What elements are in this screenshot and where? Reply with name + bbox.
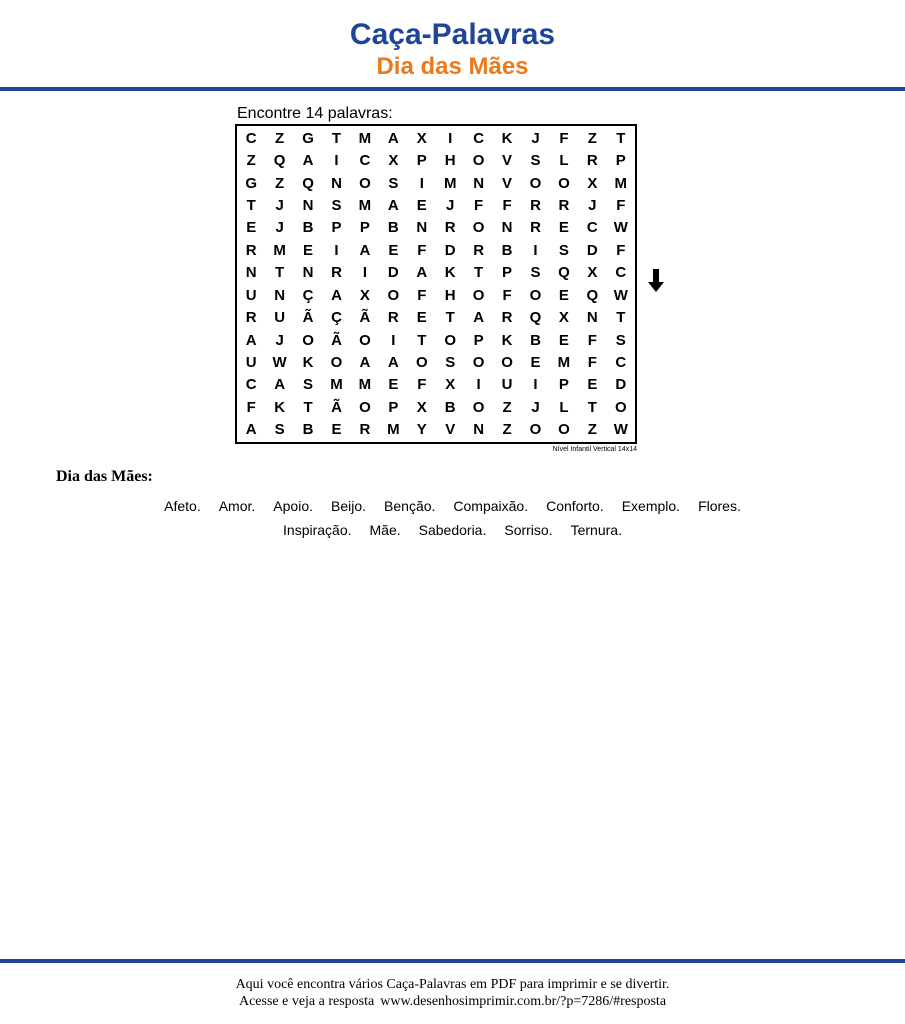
- grid-cell: E: [303, 241, 314, 259]
- grid-cell: B: [501, 241, 513, 259]
- word-list-line-2: [0, 520, 905, 540]
- grid-cell: M: [443, 174, 457, 192]
- grid-cell: V: [445, 421, 456, 439]
- grid-cell: M: [387, 421, 400, 439]
- grid-cell: R: [331, 264, 342, 282]
- grid-cell: I: [448, 129, 453, 147]
- grid-cell: N: [501, 219, 513, 237]
- grid-cell: X: [558, 309, 569, 327]
- word-item: Amor.: [218, 498, 256, 514]
- grid-cell: E: [587, 376, 598, 394]
- grid-cell: O: [614, 398, 627, 416]
- grid-cell: C: [359, 152, 371, 170]
- grid-cell: E: [388, 241, 399, 259]
- grid-cell: T: [587, 398, 597, 416]
- grid-cell: E: [558, 286, 569, 304]
- grid-cell: P: [615, 152, 626, 170]
- grid-cell: E: [331, 421, 342, 439]
- grid-cell: J: [275, 219, 284, 237]
- grid-cell: T: [303, 398, 313, 416]
- grid-cell: M: [614, 174, 628, 192]
- grid-cell: K: [501, 129, 513, 147]
- grid-cell: I: [362, 264, 367, 282]
- grid-cell: O: [558, 421, 570, 439]
- grid-cell: J: [531, 398, 540, 416]
- grid-cell: H: [444, 152, 456, 170]
- grid-cell: W: [613, 286, 628, 304]
- grid-cell: R: [359, 421, 371, 439]
- word-item: Conforto.: [546, 498, 604, 514]
- grid-cell: R: [501, 309, 513, 327]
- grid-cell: R: [586, 152, 598, 170]
- grid-cell: O: [529, 421, 542, 439]
- grid-cell: T: [474, 264, 484, 282]
- grid-cell: A: [331, 286, 342, 304]
- grid-cell: F: [559, 129, 569, 147]
- word-item: Afeto.: [164, 498, 201, 514]
- word-item: Sorriso.: [504, 522, 553, 538]
- grid-cell: X: [359, 286, 370, 304]
- grid-cell: I: [419, 174, 424, 192]
- word-list-heading: Dia das Mães:: [56, 468, 153, 485]
- word-list-line-1: [0, 496, 905, 516]
- grid-cell: N: [245, 264, 257, 282]
- grid-cell: S: [558, 241, 569, 259]
- grid-cell: J: [275, 196, 284, 214]
- grid-cell: S: [274, 421, 285, 439]
- grid-cell: N: [416, 219, 428, 237]
- grid-cell: P: [502, 264, 513, 282]
- grid-cell: J: [531, 129, 540, 147]
- grid-cell: Q: [302, 174, 314, 192]
- grid-cell: R: [387, 309, 399, 327]
- grid-cell: B: [530, 331, 541, 349]
- grid-cell: C: [473, 129, 485, 147]
- grid-cell: K: [302, 353, 314, 371]
- grid-cell: R: [444, 219, 456, 237]
- grid-cell: P: [416, 152, 427, 170]
- grid-cell: I: [334, 152, 339, 170]
- grid-cell: O: [529, 174, 542, 192]
- grid-cell: O: [359, 174, 371, 192]
- grid-cell: S: [615, 331, 626, 349]
- grid-cell: J: [446, 196, 455, 214]
- grid-cell: G: [302, 129, 314, 147]
- grid-cell: P: [331, 219, 342, 237]
- grid-cell: Ç: [331, 309, 342, 327]
- grid-cell: A: [387, 353, 399, 371]
- grid-cell: O: [387, 286, 400, 304]
- grid-cell: A: [387, 196, 399, 214]
- grid-cell: Z: [587, 129, 597, 147]
- grid-cell: Q: [558, 264, 570, 282]
- grid-cell: A: [473, 309, 485, 327]
- grid-cell: A: [359, 241, 371, 259]
- grid-cell: N: [473, 174, 485, 192]
- footer-text: Aqui você encontra vários Caça-Palavras em PDF para imprimir e se divertir.: [235, 977, 670, 992]
- grid-cell: I: [334, 241, 339, 259]
- grid-cell: E: [558, 219, 569, 237]
- level-label: Nível Infantil Vertical 14x14: [552, 446, 637, 453]
- grid-cell: F: [616, 196, 626, 214]
- grid-cell: O: [472, 152, 485, 170]
- grid-cell: Ã: [331, 398, 342, 416]
- grid-cell: F: [417, 241, 427, 259]
- grid-cell: S: [530, 152, 541, 170]
- grid-cell: Z: [275, 174, 285, 192]
- grid-cell: R: [473, 241, 485, 259]
- grid-cell: R: [245, 241, 257, 259]
- grid-cell: B: [302, 421, 314, 439]
- grid-cell: X: [587, 264, 598, 282]
- grid-cell: F: [502, 286, 512, 304]
- grid-cell: D: [444, 241, 456, 259]
- grid-cell: Ç: [302, 286, 314, 304]
- grid-cell: O: [529, 286, 542, 304]
- word-item: Exemplo.: [621, 498, 681, 514]
- grid-cell: W: [613, 219, 628, 237]
- grid-cell: E: [530, 353, 541, 371]
- grid-cell: I: [533, 376, 538, 394]
- grid-cell: S: [303, 376, 314, 394]
- grid-cell: Q: [273, 152, 286, 170]
- grid-cell: K: [501, 331, 513, 349]
- grid-cell: O: [472, 398, 485, 416]
- grid-cell: R: [530, 219, 541, 237]
- grid-cell: O: [330, 353, 343, 371]
- grid-cell: M: [358, 196, 372, 214]
- grid-cell: G: [245, 174, 258, 192]
- word-search-grid: [235, 124, 637, 444]
- grid-cell: X: [587, 174, 598, 192]
- grid-cell: C: [615, 353, 627, 371]
- grid-cell: A: [274, 376, 286, 394]
- page-subtitle: Dia das Mães: [376, 53, 529, 80]
- grid-cell: Z: [502, 421, 512, 439]
- grid-cell: A: [245, 421, 257, 439]
- grid-cell: A: [416, 264, 428, 282]
- grid-cell: F: [587, 353, 597, 371]
- grid-cell: N: [274, 286, 286, 304]
- grid-cell: M: [358, 376, 372, 394]
- grid-cell: E: [246, 219, 257, 237]
- grid-cell: V: [502, 174, 513, 192]
- grid-cell: B: [387, 219, 399, 237]
- grid-cell: S: [445, 353, 456, 371]
- grid-cell: S: [331, 196, 342, 214]
- grid-cell: O: [444, 331, 457, 349]
- grid-cell: C: [586, 219, 598, 237]
- grid-cell: P: [473, 331, 484, 349]
- grid-cell: U: [274, 309, 286, 327]
- grid-cell: R: [558, 196, 570, 214]
- grid-cell: Ã: [331, 331, 342, 349]
- grid-cell: K: [444, 264, 456, 282]
- footer-prefix: Acesse e veja a resposta: [238, 994, 375, 1009]
- grid-cell: U: [245, 286, 257, 304]
- grid-cell: J: [588, 196, 597, 214]
- grid-cell: T: [445, 309, 455, 327]
- grid-cell: T: [331, 129, 342, 147]
- puzzle-instruction: Encontre 14 palavras:: [237, 105, 393, 122]
- grid-cell: O: [359, 398, 371, 416]
- grid-cell: S: [530, 264, 541, 282]
- grid-cell: Ã: [359, 309, 371, 327]
- grid-cell: K: [274, 398, 286, 416]
- grid-cell: U: [501, 376, 513, 394]
- grid-cell: O: [415, 353, 428, 371]
- grid-cell: O: [302, 331, 314, 349]
- footer-link-line: [0, 993, 905, 1011]
- page-title: Caça-Palavras: [349, 18, 556, 51]
- grid-cell: B: [302, 219, 314, 237]
- footer-divider: [0, 959, 905, 963]
- grid-cell: O: [472, 219, 485, 237]
- grid-cell: C: [245, 376, 257, 394]
- grid-cell: Z: [587, 421, 597, 439]
- grid-cell: N: [586, 309, 598, 327]
- grid-cell: A: [302, 152, 314, 170]
- grid-cell: D: [615, 376, 627, 394]
- word-item: Ternura.: [570, 522, 622, 538]
- grid-cell: X: [416, 129, 427, 147]
- grid-cell: P: [359, 219, 370, 237]
- grid-cell: T: [616, 129, 626, 147]
- grid-cell: J: [275, 331, 284, 349]
- grid-cell: O: [472, 286, 485, 304]
- grid-cell: T: [616, 309, 626, 327]
- grid-cell: Ã: [302, 309, 314, 327]
- grid-cell: Q: [586, 286, 599, 304]
- grid-cell: R: [530, 196, 541, 214]
- grid-cell: M: [557, 353, 571, 371]
- grid-cell: P: [388, 398, 399, 416]
- grid-cell: M: [358, 129, 372, 147]
- grid-cell: U: [245, 353, 257, 371]
- grid-cell: W: [613, 421, 628, 439]
- grid-cell: L: [559, 152, 569, 170]
- grid-cell: C: [615, 264, 627, 282]
- grid-cell: F: [246, 398, 256, 416]
- grid-cell: E: [416, 309, 427, 327]
- grid-cell: F: [417, 376, 427, 394]
- grid-cell: T: [275, 264, 285, 282]
- grid-cell: C: [245, 129, 257, 147]
- grid-cell: R: [245, 309, 257, 327]
- grid-cell: I: [476, 376, 481, 394]
- grid-cell: F: [474, 196, 484, 214]
- grid-cell: M: [273, 241, 286, 259]
- grid-cell: H: [444, 286, 456, 304]
- grid-cell: W: [272, 353, 287, 371]
- grid-cell: T: [417, 331, 427, 349]
- grid-cell: N: [302, 264, 314, 282]
- grid-cell: Z: [246, 152, 256, 170]
- grid-cell: F: [587, 331, 597, 349]
- grid-cell: B: [444, 398, 456, 416]
- grid-cell: L: [559, 398, 569, 416]
- grid-cell: Q: [529, 309, 542, 327]
- grid-cell: I: [391, 331, 396, 349]
- word-item: Compaixão.: [453, 498, 529, 514]
- grid-cell: O: [501, 353, 513, 371]
- grid-cell: T: [246, 196, 256, 214]
- answer-link[interactable]: www.desenhosimprimir.com.br/?p=7286/#resposta: [380, 994, 667, 1009]
- word-item: Flores.: [698, 498, 741, 514]
- word-item: Beijo.: [331, 498, 367, 514]
- header-divider: [0, 87, 905, 91]
- grid-cell: D: [586, 241, 598, 259]
- grid-cell: A: [359, 353, 371, 371]
- grid-cell: D: [387, 264, 399, 282]
- grid-cell: E: [558, 331, 569, 349]
- grid-cell: A: [245, 331, 257, 349]
- word-item: Inspiração.: [283, 522, 352, 538]
- word-item: Sabedoria.: [418, 522, 487, 538]
- grid-cell: X: [416, 398, 427, 416]
- grid-cell: F: [502, 196, 512, 214]
- grid-cell: P: [558, 376, 569, 394]
- grid-cell: N: [473, 421, 485, 439]
- grid-cell: X: [388, 152, 399, 170]
- arrow-down-icon: [646, 268, 666, 294]
- grid-cell: F: [417, 286, 427, 304]
- grid-cell: N: [331, 174, 342, 192]
- grid-cell: O: [558, 174, 570, 192]
- grid-cell: S: [388, 174, 399, 192]
- grid-cell: I: [533, 241, 538, 259]
- grid-cell: Z: [275, 129, 285, 147]
- word-item: Mãe.: [369, 522, 401, 538]
- grid-cell: M: [330, 376, 343, 394]
- grid-cell: V: [502, 152, 513, 170]
- grid-cell: A: [387, 129, 399, 147]
- grid-cell: E: [388, 376, 399, 394]
- word-item: Apoio.: [273, 498, 313, 514]
- grid-cell: O: [359, 331, 371, 349]
- grid-cell: N: [302, 196, 314, 214]
- word-item: Benção.: [384, 498, 436, 514]
- grid-cell: F: [616, 241, 626, 259]
- grid-cell: E: [416, 196, 427, 214]
- grid-cell: O: [472, 353, 485, 371]
- grid-cell: Y: [416, 421, 427, 439]
- grid-cell: X: [445, 376, 456, 394]
- grid-cell: Z: [502, 398, 512, 416]
